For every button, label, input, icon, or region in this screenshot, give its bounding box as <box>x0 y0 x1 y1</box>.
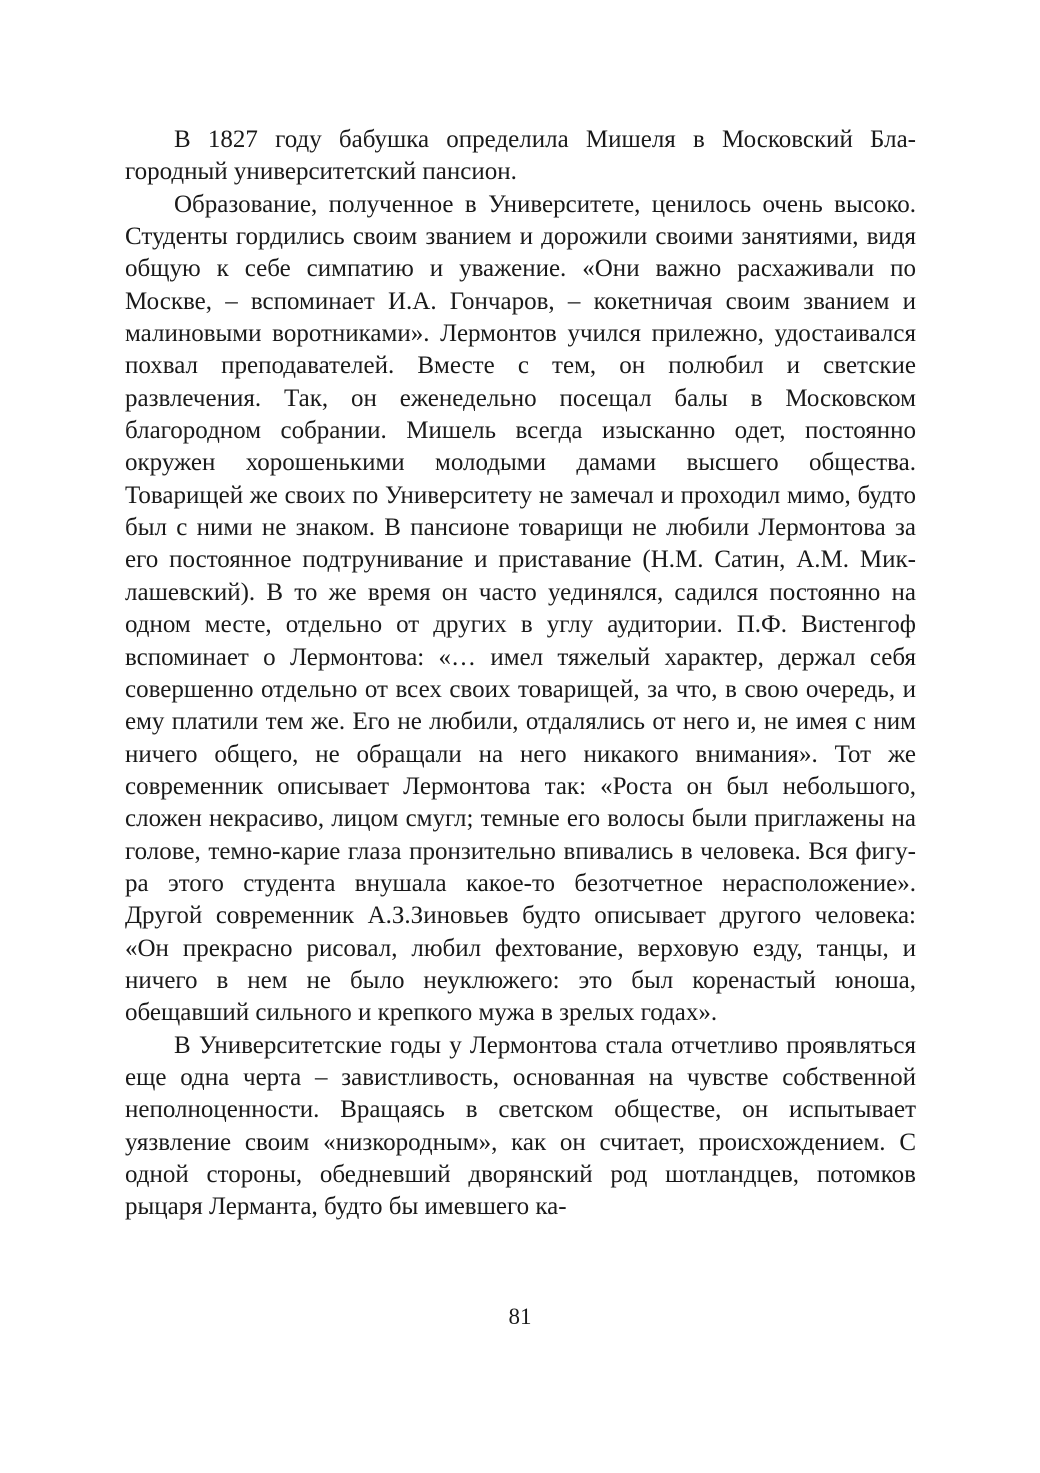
paragraph-3: В Университетские годы у Лермонтова стала отчетливо проявляться еще одна черта – завистливость, основанная на чувстве собственной неполноценности. Вращаясь в светском обществе, он испытывает уязвление своим «низкородным», как он считает, происхождением. С одной стороны, обедневший дворянский род шотландцев, потомков рыцаря Лерманта, будто бы имевшего ка- <box>125 1031 916 1221</box>
page-number: 81 <box>508 1304 532 1329</box>
page-body <box>125 124 916 1224</box>
paragraph-1: В 1827 году бабушка определила Мишеля в Московский Благородный университетский пансион. <box>125 126 916 186</box>
paragraph-2: Образование, полученное в Университете, ценилось очень высоко. Студенты гордились своим званием и дорожили своими занятиями, видя общую к себе симпатию и уважение. «Они важно расхаживали по Москве, – вспоминает И.А. Гончаров, – кокетничая своим званием и малиновыми воротниками». Лермонтов учился прилежно, удостаивался похвал преподавателей. Вместе с тем, он полюбил и светские развлечения. Так, он еженедельно посещал балы в Московском благородном собрании. Мишель всегда изысканно одет, постоянно окружен хорошенькими молодыми дамами высшего общества. Товарищей же своих по Университету не замечал и проходил мимо, будто был с ними не знаком. В пансионе товарищи не любили Лермонтова за его постоянное подтрунивание и приставание (Н.М. Сатин, А.М. Миклашевский). В то же время он часто уединялся, садился постоянно на одном месте, отдельно от других в углу аудитории. П.Ф. Вистенгоф вспоминает о Лермонтова: «… имел тяжелый характер, держал себя совершенно отдельно от всех своих товарищей, за что, в свою очередь, и ему платили тем же. Его не любили, отдалялись от него и, не имея с ним ничего общего, не обращали на него никакого внимания». Тот же современник описывает Лермонтова так: «Роста он был небольшого, сложен некрасиво, лицом смугл; темные его волосы были приглажены на голове, темно-карие глаза пронзительно впивались в человека. Вся фигура этого студента внушала какое-то безотчетное нерасположение». Другой современник А.З.Зиновьев будто описывает другого человека: «Он прекрасно рисовал, любил фехтование, верховую езду, танцы, и ничего в нем не было неуклюжего: это был коренастый юноша, обещавший сильного и крепкого мужа в зрелых годах». <box>125 190 916 1027</box>
